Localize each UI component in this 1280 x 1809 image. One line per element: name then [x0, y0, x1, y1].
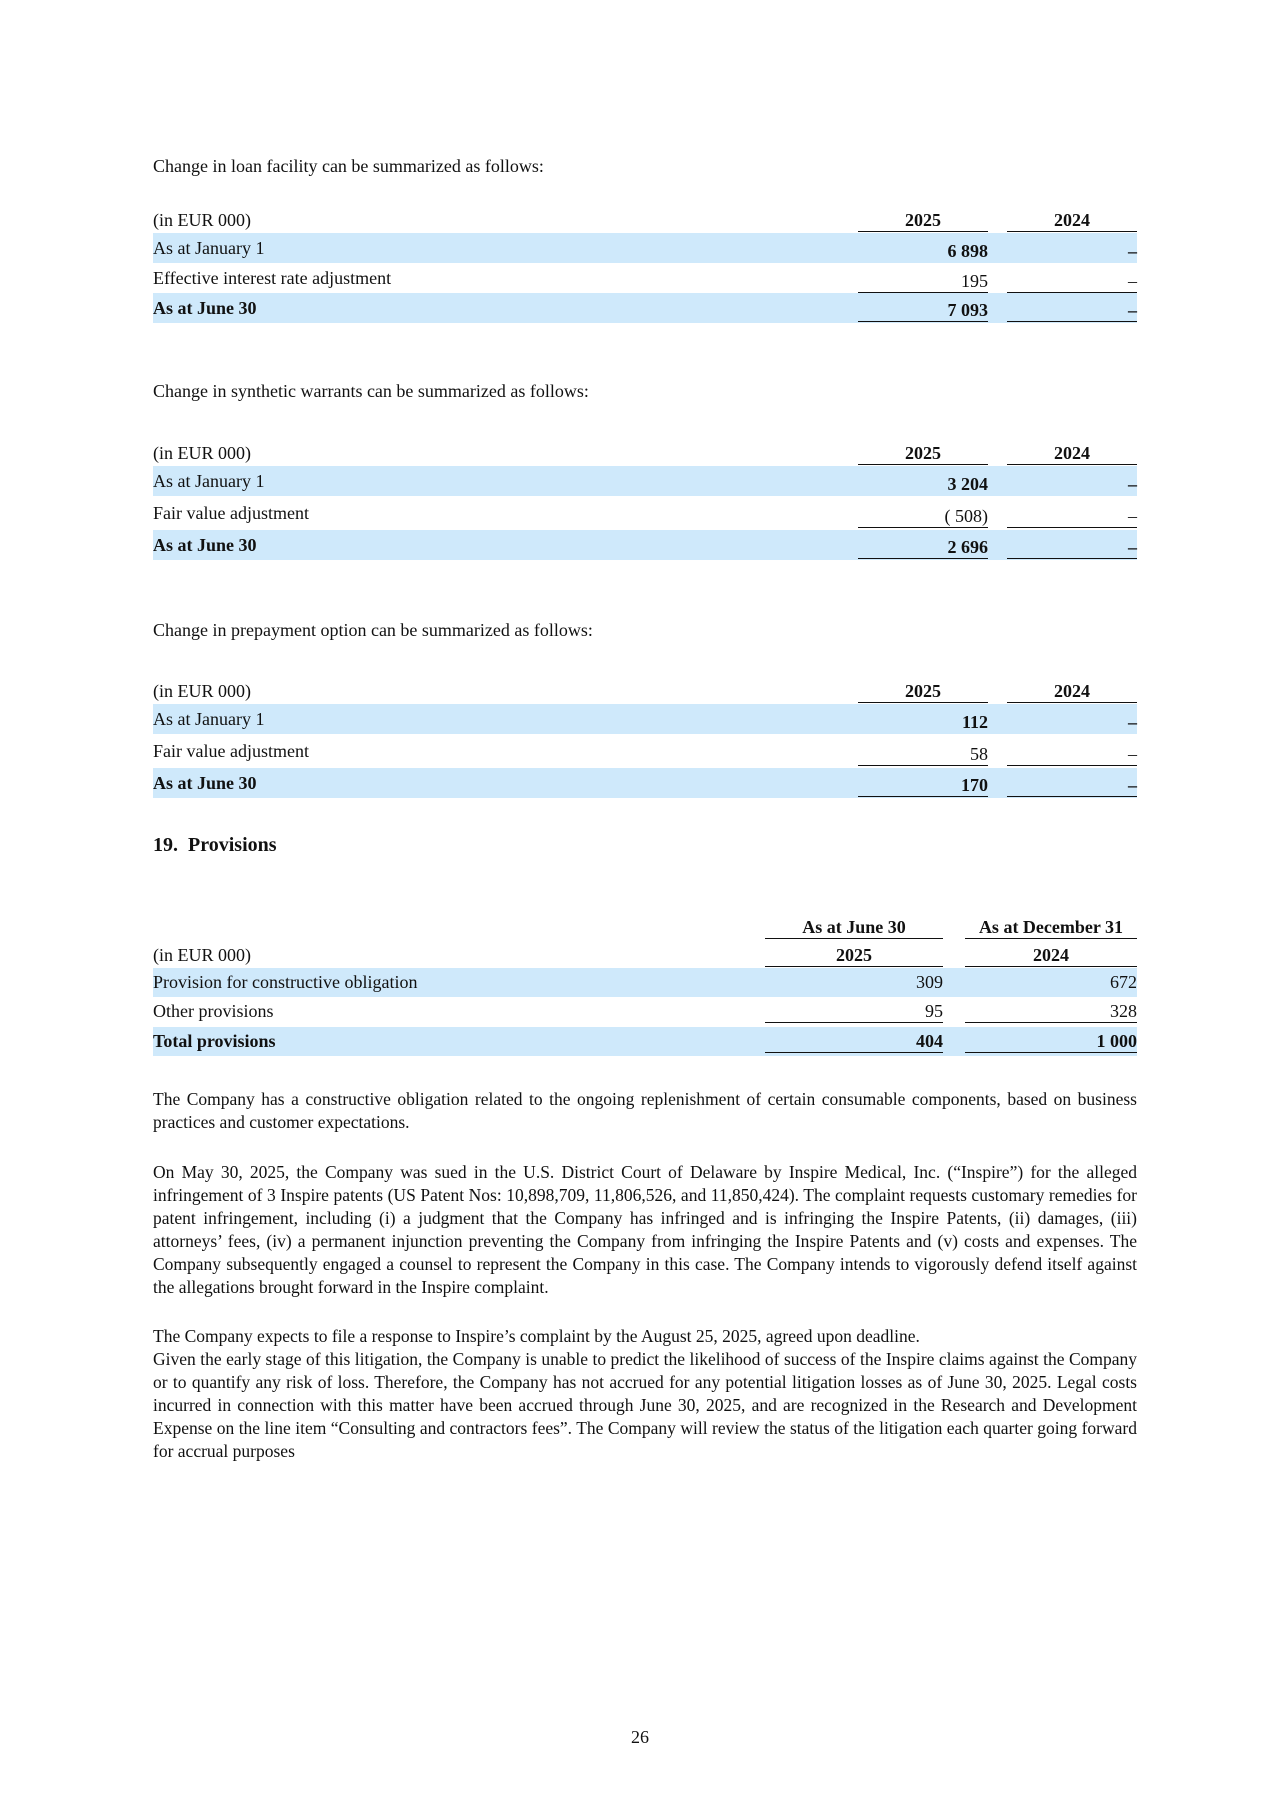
paragraph: The Company has a constructive obligation related to the ongoing replenishment of certain consumable components, based on business practices and customer expectations. [153, 1089, 1137, 1132]
value-2025: 6 898 [947, 241, 988, 261]
value-2024: – [1007, 270, 1137, 293]
value-2025: 170 [858, 774, 988, 797]
prepayment-intro: Change in prepayment option can be summarized as follows: [153, 620, 593, 640]
value-2024: – [1128, 474, 1137, 494]
table-row [153, 968, 1137, 997]
unit-label: (in EUR 000) [153, 210, 251, 230]
value-2024: – [1128, 712, 1137, 732]
row-label: As at January 1 [153, 709, 265, 729]
value-2025: 195 [858, 270, 988, 293]
col-2025-header: 2025 [858, 680, 988, 703]
value-2025: 3 204 [947, 474, 988, 494]
paragraph: On May 30, 2025, the Company was sued in the U.S. District Court of Delaware by Inspire Medical, Inc. (“Inspire”) for the alleged infringement of 3 Inspire patents (US Patent Nos: 10,898,709, 11,806,526, and 11,850,424). The complaint requests customary remedies for patent infringement, including (i) a judgment that the Company has infringed and is infringing the Inspire Patents, (ii) damages, (iii) attorneys’ fees, (iv) a permanent injunction preventing the Company from infringing the Inspire Patents and (v) costs and expenses. The Company subsequently engaged a counsel to represent the Company in this case. The Company intends to vigorously defend itself against the allegations brought forward in the Inspire complaint. [153, 1162, 1137, 1297]
row-label: As at January 1 [153, 471, 265, 491]
row-label: As at June 30 [153, 298, 257, 318]
table-row [153, 736, 1137, 766]
col-2025-header: 2025 [858, 442, 988, 465]
table-row [153, 498, 1137, 528]
row-label: As at June 30 [153, 535, 257, 555]
loan-intro: Change in loan facility can be summarized as follows: [153, 156, 544, 176]
row-label: As at June 30 [153, 773, 257, 793]
provisions-heading: 19. Provisions [153, 834, 277, 856]
col-2024-header: 2024 [1007, 680, 1137, 703]
value-2025: 7 093 [858, 299, 988, 322]
row-label: Fair value adjustment [153, 503, 309, 523]
value-2024: – [1007, 299, 1137, 322]
table-row [153, 293, 1137, 323]
unit-label: (in EUR 000) [153, 443, 251, 463]
col-2024-header: 2024 [1007, 442, 1137, 465]
value-2025: 309 [916, 972, 943, 992]
table-row [153, 768, 1137, 798]
value-2025: 112 [961, 712, 988, 732]
col-2025-header: 2025 [765, 944, 943, 967]
row-label: Total provisions [153, 1031, 276, 1051]
table-row [153, 263, 1137, 293]
table-row [153, 1027, 1137, 1056]
value-2024: – [1007, 743, 1137, 766]
row-label: As at January 1 [153, 238, 265, 258]
page-number: 26 [631, 1727, 649, 1747]
unit-label: (in EUR 000) [153, 681, 251, 701]
table-row [153, 466, 1137, 496]
warrants-intro: Change in synthetic warrants can be summarized as follows: [153, 381, 589, 401]
paragraph: The Company expects to file a response to Inspire’s complaint by the August 25, 2025, agreed upon deadline. [153, 1326, 920, 1346]
value-2025: ( 508) [858, 505, 988, 528]
value-2024: – [1007, 774, 1137, 797]
row-label: Effective interest rate adjustment [153, 268, 392, 288]
unit-label: (in EUR 000) [153, 945, 251, 965]
paragraph: Given the early stage of this litigation, the Company is unable to predict the likelihood of success of the Inspire claims against the Company or to quantify any risk of loss. Therefore, the Company has not accrued for any potential litigation losses as of June 30, 2025. Legal costs incurred in connection with this matter have been accrued through June 30, 2025, and are recognized in the Research and Development Expense on the line item “Consulting and contractors fees”. The Company will review the status of the litigation each quarter going forward for accrual purposes [153, 1349, 1137, 1461]
row-label: Provision for constructive obligation [153, 972, 418, 992]
table-row [153, 997, 1137, 1026]
value-2024: – [1128, 241, 1137, 261]
table-row [153, 704, 1137, 734]
value-2024: 672 [1110, 972, 1137, 992]
col-december-header: As at December 31 [965, 916, 1137, 939]
col-june-header: As at June 30 [765, 916, 943, 939]
col-2024-header: 2024 [965, 944, 1137, 967]
table-row [153, 233, 1137, 263]
col-2025-header: 2025 [858, 209, 988, 232]
value-2025: 404 [765, 1030, 943, 1053]
value-2024: 328 [965, 1000, 1137, 1023]
value-2024: 1 000 [965, 1030, 1137, 1053]
value-2024: – [1007, 505, 1137, 528]
row-label: Other provisions [153, 1001, 274, 1021]
value-2025: 58 [858, 743, 988, 766]
table-row [153, 530, 1137, 560]
value-2025: 95 [765, 1000, 943, 1023]
value-2025: 2 696 [858, 536, 988, 559]
value-2024: – [1007, 536, 1137, 559]
col-2024-header: 2024 [1007, 209, 1137, 232]
row-label: Fair value adjustment [153, 741, 309, 761]
